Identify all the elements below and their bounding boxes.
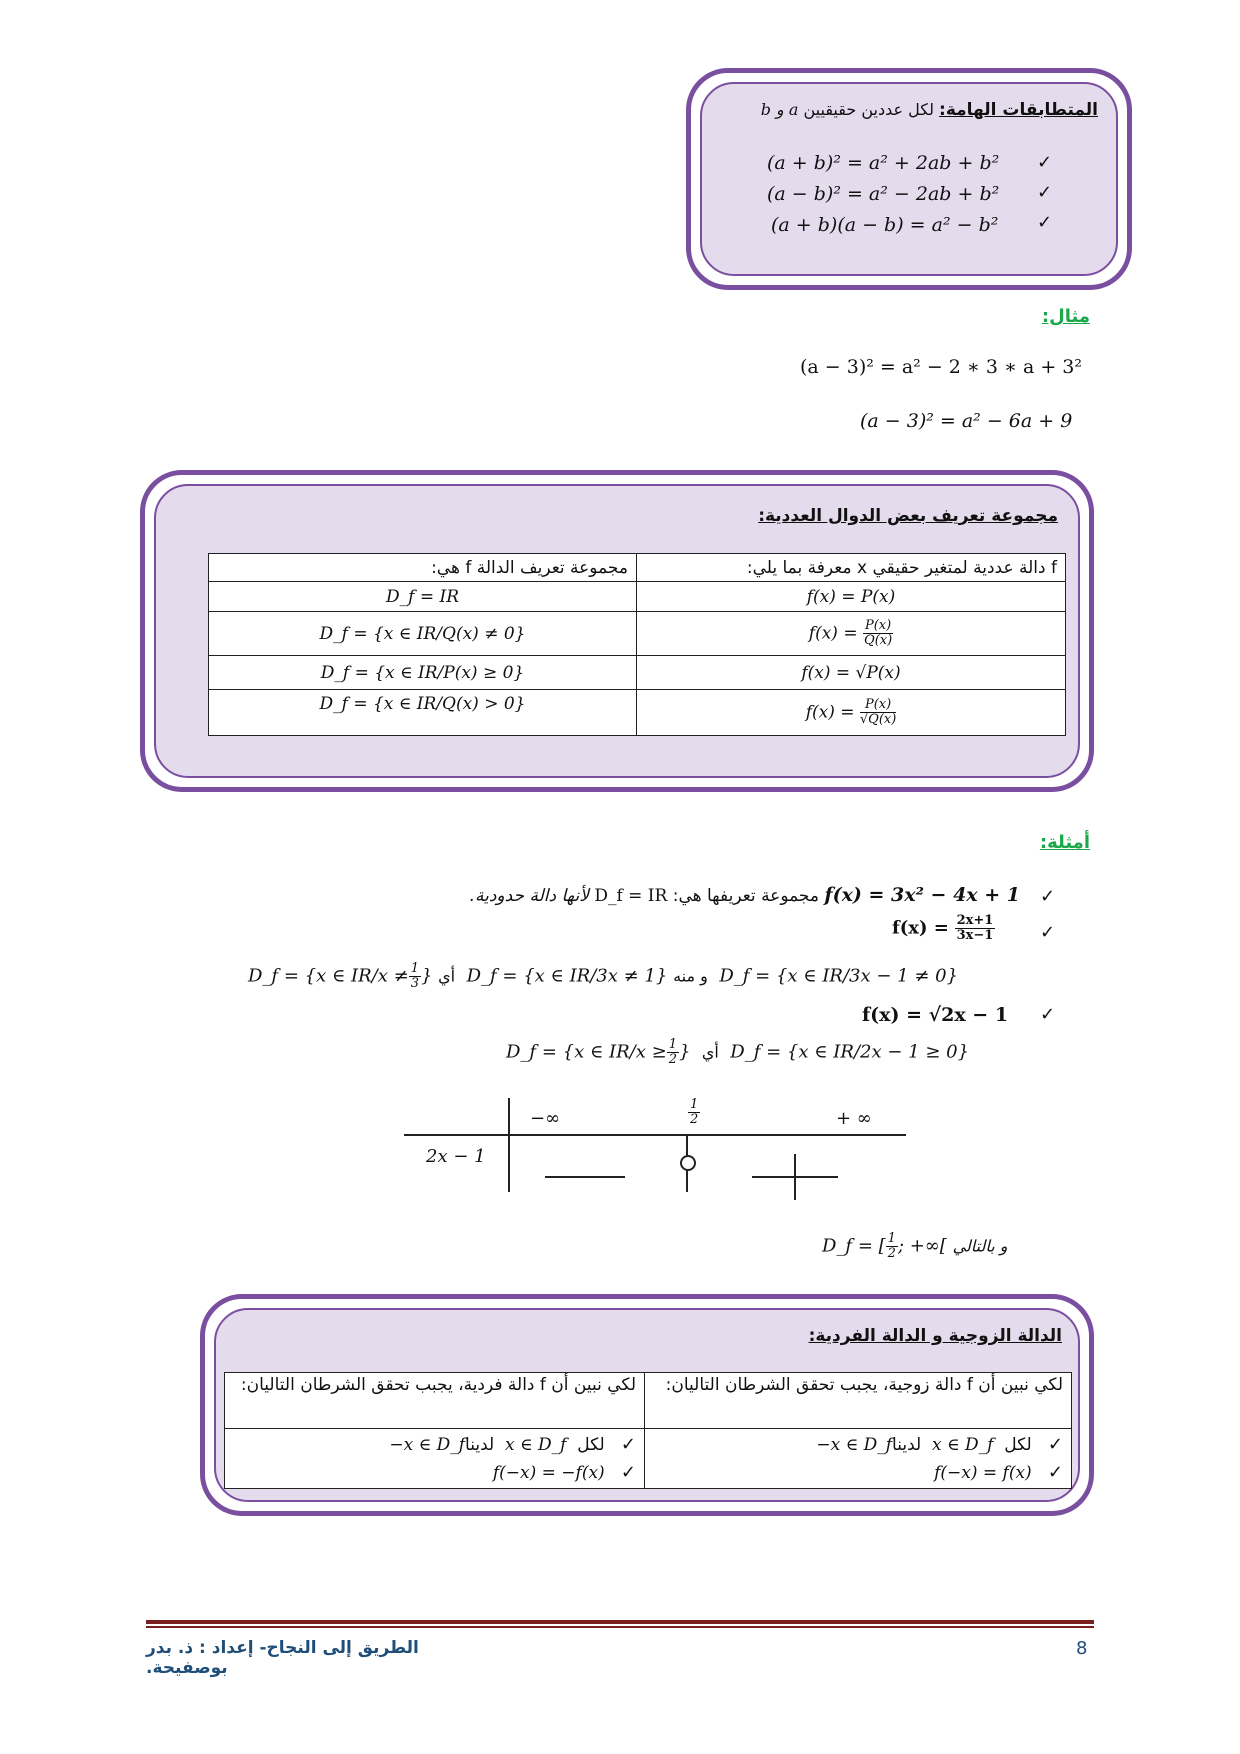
function-cell: f(x) = $\frac{P(x)}{Q(x)}$ — [637, 612, 1066, 656]
function-cell: f(x) = P(x) — [637, 582, 1066, 612]
check-icon: ✓ — [620, 1461, 636, 1483]
odd-header-cell: لكي نبين أن f دالة فردية، يجبب تحقق الشرطان التاليان: — [225, 1373, 645, 1429]
check-icon: ✓ — [1037, 152, 1053, 173]
sign-table-minus-infinity: −∞ — [530, 1108, 561, 1129]
even-conditions-cell: ✓ لكل x ∈ D_f لدينا−x ∈ D_f ✓ f(−x) = f(x) — [645, 1429, 1072, 1489]
domains-header-left: مجموعة تعريف الدالة f هي: — [209, 554, 637, 582]
sign-table-half: $\frac{1}{2}$ — [690, 1097, 699, 1127]
check-icon: ✓ — [620, 1433, 636, 1455]
example-1-line — [380, 884, 1020, 906]
example-1-text: مجموعة تعريفها هي: — [672, 886, 820, 906]
parity-title: الدالة الزوجية و الدالة الفردية: — [808, 1326, 1062, 1346]
domain-cell: D_f = {x ∈ IR/Q(x) ≠ 0} — [209, 612, 637, 656]
identities-header — [720, 100, 1098, 120]
function-cell: f(x) = $\frac{P(x)}{√Q(x)}$ — [637, 690, 1066, 736]
conclusion: D_f = [ $\frac{1}{2}$ ; +∞[ و بالتالي — [822, 1231, 1008, 1261]
parity-table — [224, 1372, 1072, 1489]
identity-2: (a − b)² = a² − 2ab + b² — [767, 183, 1000, 205]
examples-title: أمثلة: — [1039, 832, 1090, 853]
domain-cell: D_f = IR — [209, 582, 637, 612]
identity-3: (a + b)(a − b) = a² − b² — [771, 214, 999, 236]
example-1-function: f(x) = 3x² − 4x + 1 — [824, 884, 1020, 906]
check-icon: ✓ — [1037, 182, 1053, 203]
identities-subtitle: لكل عددين حقيقيين — [803, 100, 934, 119]
sign-table-plus-infinity: + ∞ — [836, 1108, 872, 1129]
example-3-function: f(x) = √2x − 1 — [862, 1004, 1009, 1026]
sign-table-row-label: 2x − 1 — [426, 1146, 486, 1167]
check-icon: ✓ — [1047, 1433, 1063, 1455]
domain-cell: D_f = {x ∈ IR/Q(x) > 0} — [209, 690, 637, 736]
even-header-cell: لكي نبين أن f دالة زوجية، يجبب تحقق الشرطان التاليان: — [645, 1373, 1072, 1429]
domains-header-right: f دالة عددية لمتغير حقيقي x معرفة بما يلي: — [637, 554, 1066, 582]
zero-circle — [680, 1155, 696, 1171]
odd-conditions-cell: ✓ لكل x ∈ D_f لدينا−x ∈ D_f ✓ f(−x) = −f(x) — [225, 1429, 645, 1489]
check-icon: ✓ — [1037, 212, 1053, 233]
footer-text: الطريق إلى النجاح- إعداد : ذ. بدر بوصفيحة. — [146, 1638, 419, 1678]
example-title: مثال: — [1041, 306, 1090, 327]
example-line-2: (a − 3)² = a² − 6a + 9 — [860, 410, 1073, 432]
footer-bar-bottom — [146, 1626, 1094, 1628]
check-icon: ✓ — [1047, 1461, 1063, 1483]
positive-sign-v — [794, 1154, 796, 1200]
identity-1: (a + b)² = a² + 2ab + b² — [767, 152, 1000, 174]
check-icon: ✓ — [1040, 886, 1056, 907]
domains-table — [208, 553, 1066, 736]
negative-sign — [545, 1176, 625, 1178]
example-1-domain: D_f = IR — [594, 886, 668, 906]
example-2-function: f(x) = $\frac{2x+1}{3x-1}$ — [892, 913, 994, 943]
check-icon: ✓ — [1040, 922, 1056, 943]
example-1-reason: لأنها دالة حدودية. — [469, 886, 589, 906]
page-number: 8 — [1076, 1638, 1088, 1659]
example-3-domains: D_f = {x ∈ IR/x ≥ $\frac{1}{2}$ } أي D_f = {x ∈ IR/2x − 1 ≥ 0} — [506, 1037, 970, 1067]
function-cell: f(x) = √P(x) — [637, 656, 1066, 690]
example-line-1: (a − 3)² = a² − 2 ∗ 3 ∗ a + 3² — [800, 356, 1082, 378]
domain-cell: D_f = {x ∈ IR/P(x) ≥ 0} — [209, 656, 637, 690]
identities-vars: a و b — [760, 100, 799, 119]
identities-title: المتطابقات الهامة: — [939, 100, 1098, 120]
check-icon: ✓ — [1040, 1004, 1056, 1025]
footer-bar-top — [146, 1620, 1094, 1624]
example-2-domains: D_f = {x ∈ IR/x ≠ $\frac{1}{3}$ } و منه D_f = {x ∈ IR/3x ≠ 1} أي D_f = {x ∈ IR/3x − 1 ≠ 0} — [248, 961, 959, 991]
domains-title: مجموعة تعريف بعض الدوال العددية: — [758, 506, 1058, 526]
